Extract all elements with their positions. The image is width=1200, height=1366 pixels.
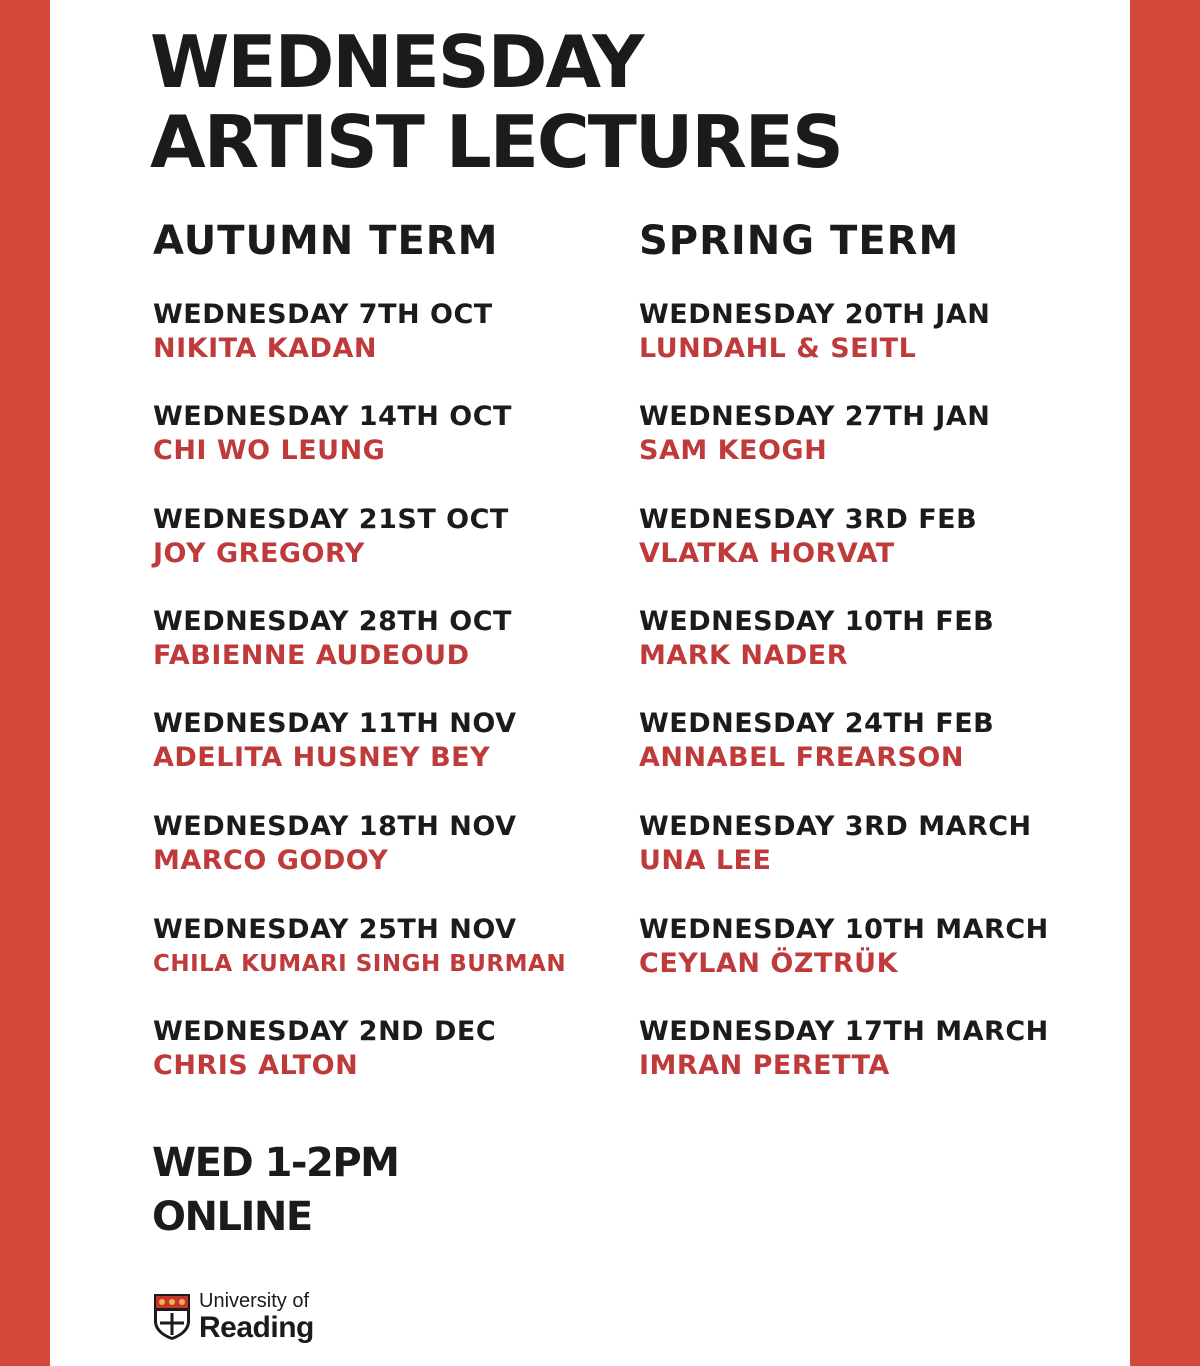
lecture-artist: CHI WO LEUNG [153, 435, 386, 466]
lecture-artist: NIKITA KADAN [153, 333, 377, 364]
lecture-artist: ANNABEL FREARSON [639, 742, 964, 773]
lecture-date: WEDNESDAY 28TH OCT [153, 606, 512, 637]
spring-lecture [639, 605, 994, 673]
time-info [152, 1136, 398, 1244]
spring-lecture [639, 1015, 1049, 1083]
lecture-date: WEDNESDAY 7TH OCT [153, 299, 493, 330]
autumn-lecture [153, 707, 517, 775]
lecture-artist: SAM KEOGH [639, 435, 828, 466]
spring-lecture [639, 810, 1032, 878]
autumn-term-heading: AUTUMN TERM [153, 218, 499, 264]
lecture-artist: CEYLAN ÖZTRÜK [639, 948, 898, 979]
autumn-lecture [153, 503, 509, 571]
lecture-artist: FABIENNE AUDEOUD [153, 640, 470, 671]
lecture-artist: LUNDAHL & SEITL [639, 333, 917, 364]
lecture-date: WEDNESDAY 3RD MARCH [639, 811, 1032, 842]
lecture-artist: CHRIS ALTON [153, 1050, 359, 1081]
location-line: ONLINE [152, 1194, 312, 1240]
lecture-artist: MARK NADER [639, 640, 849, 671]
crest-icon [153, 1293, 191, 1341]
logo-text-line-2: Reading [199, 1311, 314, 1344]
spring-term-heading: SPRING TERM [639, 218, 960, 264]
university-logo [153, 1290, 314, 1344]
autumn-lecture [153, 605, 512, 673]
time-line: WED 1-2PM [152, 1140, 399, 1186]
lecture-date: WEDNESDAY 3RD FEB [639, 504, 978, 535]
lecture-date: WEDNESDAY 24TH FEB [639, 708, 995, 739]
lecture-artist: CHILA KUMARI SINGH BURMAN [153, 951, 567, 977]
spring-lecture [639, 298, 990, 366]
autumn-lecture [153, 1015, 496, 1083]
lecture-date: WEDNESDAY 10TH MARCH [639, 914, 1049, 945]
autumn-lecture [153, 298, 493, 366]
lecture-date: WEDNESDAY 21ST OCT [153, 504, 509, 535]
lecture-date: WEDNESDAY 2ND DEC [153, 1016, 497, 1047]
lecture-artist: JOY GREGORY [153, 538, 365, 569]
lecture-artist: IMRAN PERETTA [639, 1050, 890, 1081]
autumn-lecture [153, 810, 517, 878]
left-border [0, 0, 50, 1366]
title-line-2: ARTIST LECTURES [150, 100, 842, 184]
title-line-1: WEDNESDAY [150, 20, 643, 104]
poster-title [150, 22, 842, 182]
lecture-artist: MARCO GODOY [153, 845, 389, 876]
logo-text-line-1: University of [199, 1290, 310, 1312]
lecture-date: WEDNESDAY 18TH NOV [153, 811, 517, 842]
spring-lecture [639, 503, 977, 571]
lecture-date: WEDNESDAY 25TH NOV [153, 914, 517, 945]
lecture-date: WEDNESDAY 14TH OCT [153, 401, 512, 432]
lecture-date: WEDNESDAY 20TH JAN [639, 299, 991, 330]
spring-lecture [639, 913, 1049, 981]
lecture-date: WEDNESDAY 17TH MARCH [639, 1016, 1049, 1047]
lecture-date: WEDNESDAY 27TH JAN [639, 401, 991, 432]
spring-lecture [639, 707, 994, 775]
lecture-artist: ADELITA HUSNEY BEY [153, 742, 491, 773]
lecture-date: WEDNESDAY 11TH NOV [153, 708, 517, 739]
right-border [1130, 0, 1200, 1366]
autumn-lecture [153, 400, 512, 468]
lecture-artist: UNA LEE [639, 845, 772, 876]
lecture-date: WEDNESDAY 10TH FEB [639, 606, 995, 637]
lecture-artist: VLATKA HORVAT [639, 538, 895, 569]
spring-lecture [639, 400, 990, 468]
autumn-lecture [153, 913, 566, 981]
